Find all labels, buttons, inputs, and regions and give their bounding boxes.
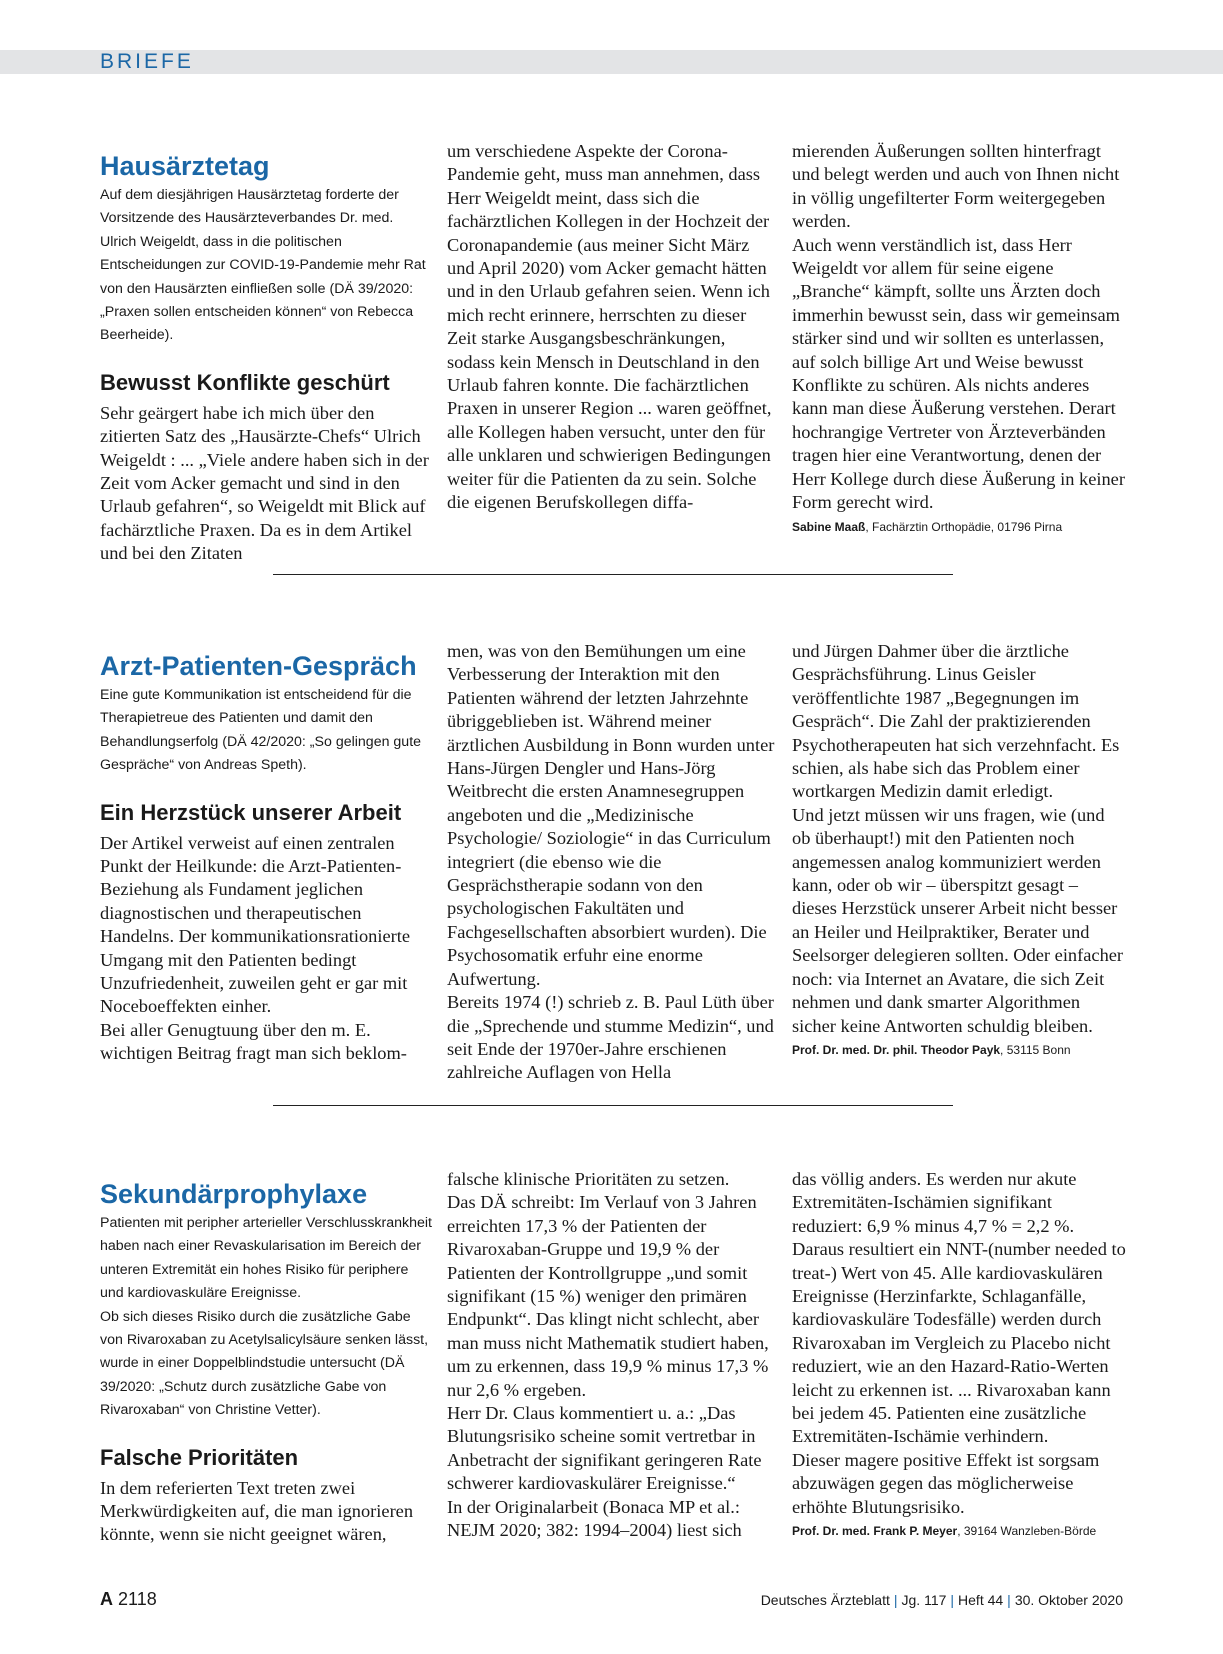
journal-name: Deutsches Ärzteblatt	[760, 1592, 890, 1608]
signature	[792, 1041, 1126, 1059]
section-title: Hausärztetag	[100, 151, 270, 181]
letter-body: mierenden Äußerungen sollten hinterfragt und belegt werden und auch von Ihnen nicht in völlig ungefilterter Form weitergegeben werden. Auch wenn verständlich ist, dass Herr Weigeldt vor allem für seine eigene „Branche“ kämpft, sollte uns Ärzten doch immerhin bewusst sein, dass wir gemeinsam stärker sind und wir sollten es unterlassen, auf solch billige Art und Weise bewusst Konflikte zu schüren. Als nichts anderes kann man diese Äußerung verstehen. Derart hochrangige Vertreter von Ärzteverbänden tragen hier eine Verantwortung, denen der Herr Kollege durch diese Äußerung in keiner Form gerecht wird.	[792, 141, 1125, 513]
letter-headline: Falsche Prioritäten	[100, 1444, 299, 1470]
column-1	[100, 140, 432, 566]
section-title: Arzt-Patienten-Gespräch	[100, 651, 417, 681]
journal-info	[761, 1590, 1123, 1610]
column-1	[100, 1168, 432, 1547]
letter-body: das völlig anders. Es werden nur akute Extremitäten-Ischämien signifikant reduziert: 6,9 % minus 4,7 % = 2,2 %. Daraus resultiert ein NNT-(number needed to treat-) Wert von 45. Alle kardiovaskulären Ereignisse (Herzinfarkte, Schlaganfälle, kardiovaskuläre Todesfälle) werden durch Rivaroxaban im Vergleich zu Placebo nicht reduziert, wie an den Hazard-Ratio-Werten leicht zu erkennen ist. ... Rivaroxaban kann bei jedem 45. Patienten eine zusätzliche Extremitäten-Ischämie verhindern. Dieser magere positive Effekt ist sorgsam abzuwägen gegen das möglicherweise erhöhte Blutungsrisiko.	[792, 1169, 1126, 1517]
letter-section-sekundaerprophylaxe	[100, 1168, 1126, 1583]
column-2	[447, 640, 777, 1085]
teaser-text: Eine gute Kommunikation ist entscheidend für die Therapietreue des Patienten und damit den Behandlungserfolg (DÄ 42/2020: „So gelingen gute Gespräche“ von Andreas Speth).	[100, 687, 422, 774]
letter-body: In dem referierten Text treten zwei Merkwürdigkeiten auf, die man ignorieren könnte, wenn sie nicht geeignet wären,	[100, 1477, 414, 1545]
letter-body: und Jürgen Dahmer über die ärztliche Gesprächsführung. Linus Geisler veröffentlichte 1987 „Begegnungen im Gespräch“. Die Zahl der praktizierenden Psychotherapeuten hat sich verzehnfacht. Es schien, als habe sich das Problem einer wortkargen Medizin damit erledigt. Und jetzt müssen wir uns fragen, wie (und ob überhaupt!) mit den Patienten noch angemessen analog kommuniziert werden kann, oder ob wir – überspitzt gesagt – dieses Herzstück unserer Arbeit nicht besser an Heiler und Heilpraktiker, Berater und Seelsorger delegieren sollten. Oder einfacher noch: via Internet an Avatare, die sich Zeit nehmen und dank smarter Algorithmen sicher keine Antworten schuldig bleiben.	[792, 641, 1124, 1036]
column-1	[100, 640, 432, 1066]
author-name: Prof. Dr. med. Frank P. Meyer	[792, 1524, 958, 1539]
signature	[792, 1522, 1126, 1540]
section-divider	[273, 1105, 953, 1106]
separator: |	[1007, 1592, 1011, 1608]
letter-body: men, was von den Bemühungen um eine Verbesserung der Interaktion mit den Patienten während der letzten Jahrzehnte übriggeblieben ist. Während meiner ärztlichen Ausbildung in Bonn wurden unter Hans-Jürgen Dengler und Hans-Jörg Weitbrecht die ersten Anamnesegruppen angeboten und die „Medizinische Psychologie/ Soziologie“ in das Curriculum integriert (die ebenso wie die Gesprächstherapie sodann von den psychologischen Fakultäten und Fachgesellschaften absorbiert wurden). Die Psychosomatik erfuhr eine enorme Aufwertung. Bereits 1974 (!) schrieb z. B. Paul Lüth über die „Sprechende und stumme Medizin“, und seit Ende der 1970er-Jahre erschienen zahlreiche Auflagen von Hella	[447, 641, 775, 1083]
page-number	[100, 1588, 157, 1610]
letter-body: Der Artikel verweist auf einen zentralen Punkt der Heilkunde: die Arzt-Patienten-Beziehung als Fundament jeglichen diagnostischen und therapeutischen Handelns. Der kommunikationsrationierte Umgang mit den Patienten bedingt Unzufriedenheit, zuweilen geht er gar mit Noceboeffekten einher. Bei aller Genugtuung über den m. E. wichtigen Beitrag fragt man sich beklom-	[100, 832, 411, 1064]
page-prefix: A	[100, 1589, 113, 1609]
page-number-value: 2118	[118, 1589, 157, 1609]
letter-body: Sehr geärgert habe ich mich über den zitierten Satz des „Hausärzte-Chefs“ Ulrich Weigeldt : ... „Viele andere haben sich in der Zeit vom Acker gemacht und sind in den Urlaub gefahren“, so Weigeldt mit Blick auf fachärztliche Praxen. Da es in dem Artikel und bei den Zitaten	[100, 402, 429, 564]
author-name: Prof. Dr. med. Dr. phil. Theodor Payk	[792, 1042, 1001, 1057]
letter-section-hausaerztetag	[100, 140, 1125, 564]
column-3	[792, 640, 1126, 1059]
author-name: Sabine Maaß	[792, 519, 866, 534]
section-title: Sekundärprophylaxe	[100, 1179, 368, 1209]
column-2	[447, 140, 777, 515]
letter-body: falsche klinische Prioritäten zu setzen. Das DÄ schreibt: Im Verlauf von 3 Jahren erreichten 17,3 % der Patienten der Rivaroxaban-Gruppe und 19,9 % der Patienten der Kontrollgruppe „und somit signifikant (15 %) weniger den primären Endpunkt“. Das klingt nicht schlecht, aber man muss nicht Mathematik studiert haben, um zu erkennen, dass 19,9 % minus 17,3 % nur 2,6 % ergeben. Herr Dr. Claus kommentiert u. a.: „Das Blutungsrisiko scheine somit vertretbar in Anbetracht der signifikant geringeren Rate schwerer kardiovaskulärer Ereignisse.“ In der Originalarbeit (Bonaca MP et al.: NEJM 2020; 382: 1994–2004) liest sich	[447, 1169, 769, 1541]
section-label: BRIEFE	[100, 50, 194, 73]
separator: |	[893, 1592, 898, 1608]
letter-headline: Bewusst Konflikte geschürt	[100, 369, 390, 395]
journal-date: 30. Oktober 2020	[1014, 1592, 1123, 1608]
author-details: , 53115 Bonn	[1000, 1042, 1071, 1057]
journal-volume: Jg. 117	[901, 1592, 947, 1608]
separator: |	[950, 1592, 955, 1608]
letter-section-arzt-patienten	[100, 640, 1124, 1083]
column-3	[792, 140, 1126, 536]
column-2	[447, 1168, 777, 1543]
column-3	[792, 1168, 1126, 1540]
teaser-text: Auf dem diesjährigen Hausärztetag forderte der Vorsitzende des Hausärzteverbandes Dr. med. Ulrich Weigeldt, dass in die politischen Entscheidungen zur COVID-19-Pandemie mehr Rat von den Hausärzten einfließen solle (DÄ 39/2020: „Praxen sollen entscheiden können“ von Rebecca Beerheide).	[100, 187, 426, 344]
journal-issue: Heft 44	[958, 1592, 1004, 1608]
signature	[792, 518, 1126, 536]
author-details: , Fachärztin Orthopädie, 01796 Pirna	[865, 519, 1063, 534]
letter-body: um verschiedene Aspekte der Corona-Pandemie geht, muss man annehmen, dass Herr Weigeldt meint, dass sich die fachärztlichen Kollegen in der Hochzeit der Coronapandemie (aus meiner Sicht März und April 2020) vom Acker gemacht hätten und in den Urlaub gefahren seien. Wenn ich mich recht erinnere, herrschten zu dieser Zeit starke Ausgangsbeschränkungen, sodass kein Mensch in Deutschland in den Urlaub fahren konnte. Die fachärztlichen Praxen in unserer Region ... waren geöffnet, alle Kollegen haben versucht, unter den für alle unklaren und schwierigen Bedingungen weiter für die Patienten da zu sein. Solche die eigenen Berufskollegen diffa-	[447, 141, 772, 513]
author-details: , 39164 Wanzleben-Börde	[957, 1524, 1097, 1539]
teaser-text: Patienten mit peripher arterieller Verschlusskrankheit haben nach einer Revaskularisation im Bereich der unteren Extremität ein hohes Risiko für periphere und kardiovaskuläre Ereignisse. Ob sich dieses Risiko durch die zusätzliche Gabe von Rivaroxaban zu Acetylsalicylsäure senken lässt, wurde in einer Doppelblindstudie untersucht (DÄ 39/2020: „Schutz durch zusätzliche Gabe von Rivaroxaban“ von Christine Vetter).	[100, 1215, 432, 1419]
letter-headline: Ein Herzstück unserer Arbeit	[100, 799, 402, 825]
section-divider	[273, 574, 953, 575]
